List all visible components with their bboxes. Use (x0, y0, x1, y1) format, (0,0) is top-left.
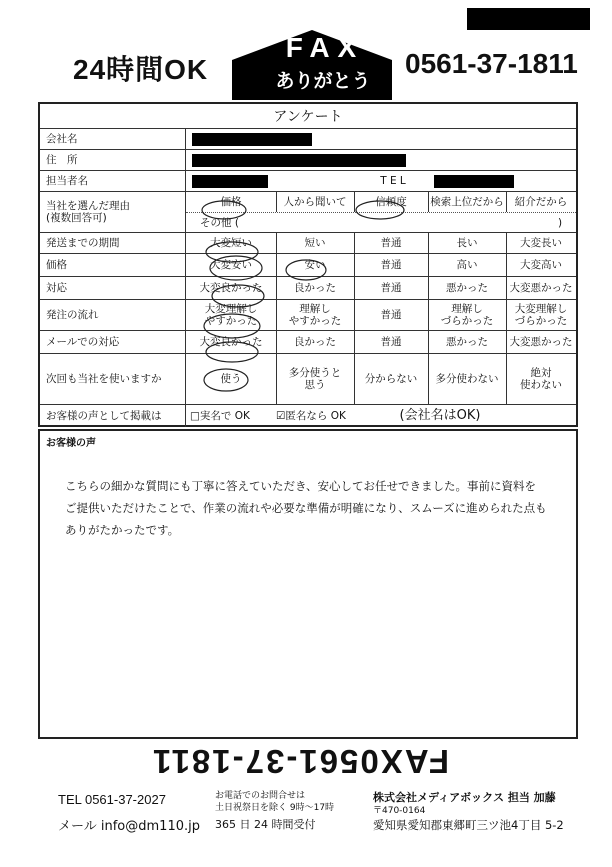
rating-option[interactable]: 高い (456, 259, 478, 271)
header-fax-number: 0561-37-1811 (405, 48, 578, 79)
rating-option[interactable]: 普通 (380, 282, 402, 294)
reason-option[interactable]: 価格 (220, 196, 242, 208)
reason-label-line1: 当社を選んだ理由 (46, 200, 130, 212)
voice-line: ありがたかったです。 (65, 523, 180, 537)
reason-option[interactable]: 信頼度 (375, 196, 407, 208)
customer-voice-box (38, 429, 578, 739)
publish-anon-checkbox[interactable]: ☑匿名なら OK (276, 410, 346, 422)
rating-row-label: 対応 (40, 277, 186, 299)
rating-row-label: 価格 (40, 254, 186, 276)
circle-mark (286, 260, 326, 280)
rating-option[interactable]: 良かった (294, 282, 336, 294)
rating-option[interactable]: 使う (220, 373, 242, 385)
rating-row-label: メールでの対応 (40, 331, 186, 353)
circle-mark (204, 369, 248, 391)
rating-row-label: 発注の流れ (40, 300, 186, 330)
voice-line: ご提供いただけたことで、作業の流れや必要な準備が明確になり、スムーズに進められた点も (65, 501, 547, 515)
address-label: 住 所 (40, 150, 186, 170)
circle-mark (206, 242, 258, 262)
company-label: 会社名 (40, 129, 186, 149)
circle-mark (202, 201, 246, 219)
rating-option[interactable]: 良かった (294, 336, 336, 348)
publish-real-checkbox[interactable]: □実名で OK (190, 410, 250, 422)
publish-note: (会社名はOK) (399, 408, 481, 423)
footer-zip: 〒470-0164 (373, 806, 426, 816)
rating-option[interactable]: 大変短い (210, 237, 252, 249)
header-24h-text: 24時間OK (73, 54, 209, 85)
footer-mail: メール info@dm110.jp (58, 819, 200, 834)
rating-option[interactable]: 普通 (380, 336, 402, 348)
circle-mark (212, 285, 264, 307)
circle-mark (206, 342, 258, 362)
rating-option[interactable]: 大変高い (520, 259, 562, 271)
rating-option[interactable]: 大変理解し づらかった (514, 303, 568, 327)
rating-option[interactable]: 大変長い (520, 237, 562, 249)
footer-phone-note-2: 土日祝祭日を除く 9時〜17時 (215, 803, 335, 813)
publish-label: お客様の声として掲載は (40, 405, 186, 427)
rating-option[interactable]: 普通 (380, 259, 402, 271)
footer-hours: 365 日 24 時間受付 (215, 818, 316, 831)
rating-row-label: 発送までの期間 (40, 233, 186, 253)
tel-label: T E L (380, 175, 406, 187)
rating-option[interactable]: 大変安い (210, 259, 252, 271)
reason-label-line2: (複数回答可) (46, 212, 107, 224)
rating-option[interactable]: 大変理解し やすかった (204, 303, 258, 327)
survey-title: アンケート (273, 109, 343, 125)
voice-line: こちらの細かな質問にも丁寧に答えていただき、安心してお任せできました。事前に資料を (65, 479, 537, 493)
contact-label: 担当者名 (40, 171, 186, 191)
rating-option[interactable]: 大変悪かった (509, 282, 573, 294)
footer-phone-note-1: お電話でのお問合せは (215, 791, 306, 801)
customer-voice-text (65, 475, 565, 541)
rating-option[interactable]: 短い (304, 237, 326, 249)
rating-option[interactable]: 悪かった (446, 336, 488, 348)
rating-option[interactable]: 分からない (364, 373, 418, 385)
footer-company: 株式会社メディアボックス 担当 加藤 (373, 791, 556, 804)
rating-option[interactable]: 理解し やすかった (288, 303, 342, 327)
rating-option[interactable]: 多分使わない (435, 373, 499, 385)
reason-option[interactable]: 紹介だから (514, 196, 568, 208)
mirrored-fax-number: FAX0561-37-1811 (151, 743, 449, 780)
fax-subtitle: ありがとう (275, 70, 371, 92)
reason-option[interactable]: 人から聞いて (283, 196, 347, 208)
rating-option[interactable]: 普通 (380, 237, 402, 249)
rating-option[interactable]: 多分使うと 思う (288, 367, 342, 391)
rating-option[interactable]: 長い (456, 237, 478, 249)
footer-tel: TEL 0561-37-2027 (58, 792, 166, 807)
rating-option[interactable]: 安い (304, 259, 326, 271)
fax-title: FAX (285, 32, 365, 63)
circle-mark (356, 201, 404, 219)
footer-address: 愛知県愛知郡東郷町三ツ池4丁目 5-2 (373, 818, 564, 832)
rating-option[interactable]: 大変良かった (199, 336, 263, 348)
rating-option[interactable]: 大変悪かった (509, 336, 573, 348)
reason-option[interactable]: 検索上位だから (430, 196, 504, 208)
circle-mark (204, 314, 260, 338)
rating-option[interactable]: 絶対 使わない (520, 367, 562, 391)
rating-option[interactable]: 普通 (380, 309, 402, 321)
customer-voice-title: お客様の声 (46, 438, 96, 449)
rating-option[interactable]: 悪かった (446, 282, 488, 294)
reason-other[interactable]: その他 ( (200, 216, 239, 229)
reason-other-close: ) (557, 216, 563, 229)
circle-mark (210, 256, 262, 280)
rating-option[interactable]: 大変良かった (199, 282, 263, 294)
rating-option[interactable]: 理解し づらかった (440, 303, 494, 327)
rating-row-label: 次回も当社を使いますか (40, 354, 186, 404)
